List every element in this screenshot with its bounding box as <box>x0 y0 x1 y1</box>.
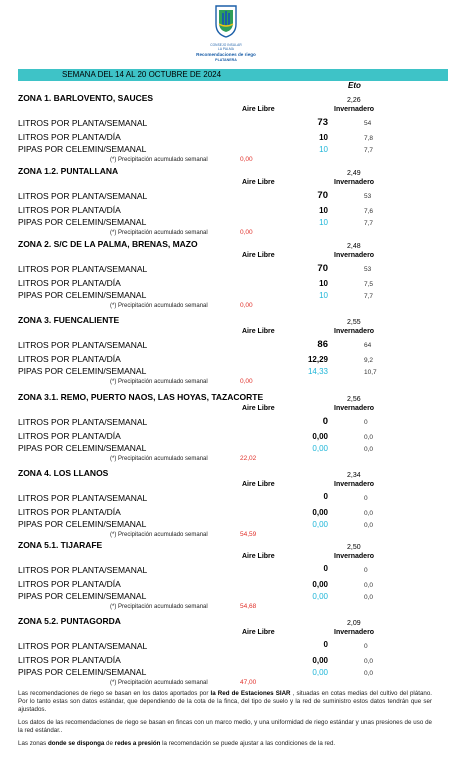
row-label-pipas: PIPAS POR CELEMIN/SEMANAL <box>18 443 147 453</box>
row-label-weekly-liters: LITROS POR PLANTA/SEMANAL <box>18 641 148 651</box>
zone-eto-value: 2,49 <box>347 170 361 177</box>
precip-label: (*) Precipitación acumulado semanal <box>110 680 208 686</box>
aire-weekly-liters: 0 <box>323 564 328 573</box>
row-label-daily-liters: LITROS POR PLANTA/DÍA <box>18 278 121 288</box>
aire-pipas: 10 <box>319 145 328 154</box>
zone-title: ZONA 3. FUENCALIENTE <box>18 315 120 325</box>
aire-daily-liters: 0,00 <box>312 580 328 589</box>
precip-label: (*) Precipitación acumulado semanal <box>110 157 208 163</box>
invernadero-header: Invernadero <box>334 179 375 186</box>
row-label-weekly-liters: LITROS POR PLANTA/SEMANAL <box>18 417 148 427</box>
cabildo-logo-icon <box>213 4 239 38</box>
inv-weekly-liters: 0 <box>364 419 368 426</box>
inv-pipas: 7,7 <box>364 220 374 227</box>
org-name: LA PALMA <box>218 47 234 51</box>
footer-note-2: Los datos de las recomendaciones de riego se basan en fincas con un marco medio, y una uniformidad de riego estándar y unas presiones de uso de la red estándar.. <box>18 719 432 734</box>
inv-pipas: 0,0 <box>364 522 374 529</box>
inv-weekly-liters: 0 <box>364 567 368 574</box>
org-sub: CONSEJO INSULAR <box>210 43 242 47</box>
row-label-pipas: PIPAS POR CELEMIN/SEMANAL <box>18 217 147 227</box>
row-label-pipas: PIPAS POR CELEMIN/SEMANAL <box>18 667 147 677</box>
precip-label: (*) Precipitación acumulado semanal <box>110 379 208 385</box>
footer-note-3: Las zonas donde se disponga de redes a presión la recomendación se puede ajustar a las condiciones de la red. <box>18 740 336 747</box>
zone-eto-value: 2,26 <box>347 97 361 104</box>
inv-daily-liters: 0,0 <box>364 582 374 589</box>
aire-pipas: 0,00 <box>312 444 328 453</box>
aire-daily-liters: 10 <box>319 206 328 215</box>
invernadero-header: Invernadero <box>334 629 375 636</box>
row-label-pipas: PIPAS POR CELEMIN/SEMANAL <box>18 519 147 529</box>
precip-value: 0,00 <box>240 229 253 236</box>
eto-column-header: Eto <box>348 81 361 90</box>
inv-daily-liters: 7,5 <box>364 281 374 288</box>
precip-value: 0,00 <box>240 378 253 385</box>
aire-weekly-liters: 0 <box>323 492 328 501</box>
invernadero-header: Invernadero <box>334 405 375 412</box>
inv-pipas: 7,7 <box>364 293 374 300</box>
aire-libre-header: Aire Libre <box>242 629 275 636</box>
row-label-weekly-liters: LITROS POR PLANTA/SEMANAL <box>18 493 148 503</box>
row-label-pipas: PIPAS POR CELEMIN/SEMANAL <box>18 290 147 300</box>
aire-libre-header: Aire Libre <box>242 252 275 259</box>
aire-weekly-liters: 70 <box>317 263 328 274</box>
zone-title: ZONA 3.1. REMO, PUERTO NAOS, LAS HOYAS, TAZACORTE <box>18 392 264 402</box>
row-label-daily-liters: LITROS POR PLANTA/DÍA <box>18 354 121 364</box>
row-label-daily-liters: LITROS POR PLANTA/DÍA <box>18 655 121 665</box>
aire-weekly-liters: 70 <box>317 190 328 201</box>
week-banner: SEMANA DEL 14 AL 20 OCTUBRE DE 2024 <box>18 69 448 81</box>
zone-eto-value: 2,09 <box>347 620 361 627</box>
inv-weekly-liters: 54 <box>364 120 372 127</box>
row-label-daily-liters: LITROS POR PLANTA/DÍA <box>18 205 121 215</box>
zone-eto-value: 2,34 <box>347 472 361 479</box>
invernadero-header: Invernadero <box>334 106 375 113</box>
zone-eto-value: 2,50 <box>347 544 361 551</box>
precip-value: 47,00 <box>240 679 257 686</box>
row-label-weekly-liters: LITROS POR PLANTA/SEMANAL <box>18 340 148 350</box>
row-label-weekly-liters: LITROS POR PLANTA/SEMANAL <box>18 118 148 128</box>
inv-weekly-liters: 53 <box>364 193 372 200</box>
doc-subtitle: PLATANERA <box>215 58 237 62</box>
precip-value: 0,00 <box>240 156 253 163</box>
precip-value: 54,59 <box>240 531 257 538</box>
aire-pipas: 0,00 <box>312 520 328 529</box>
inv-weekly-liters: 64 <box>364 342 372 349</box>
invernadero-header: Invernadero <box>334 553 375 560</box>
inv-pipas: 0,0 <box>364 670 374 677</box>
aire-weekly-liters: 0 <box>322 416 328 427</box>
aire-daily-liters: 12,29 <box>307 355 328 364</box>
precip-label: (*) Precipitación acumulado semanal <box>110 456 208 462</box>
row-label-daily-liters: LITROS POR PLANTA/DÍA <box>18 431 121 441</box>
aire-libre-header: Aire Libre <box>242 481 275 488</box>
row-label-pipas: PIPAS POR CELEMIN/SEMANAL <box>18 144 147 154</box>
row-label-daily-liters: LITROS POR PLANTA/DÍA <box>18 579 121 589</box>
aire-pipas: 10 <box>319 218 328 227</box>
precip-label: (*) Precipitación acumulado semanal <box>110 532 208 538</box>
doc-title: Recomendaciones de riego <box>196 52 256 57</box>
precip-value: 54,68 <box>240 603 257 610</box>
inv-daily-liters: 7,8 <box>364 135 374 142</box>
row-label-weekly-liters: LITROS POR PLANTA/SEMANAL <box>18 191 148 201</box>
zone-title: ZONA 2. S/C DE LA PALMA, BRENAS, MAZO <box>18 239 198 249</box>
inv-daily-liters: 7,6 <box>364 208 374 215</box>
zone-eto-value: 2,55 <box>347 319 361 326</box>
zone-title: ZONA 4. LOS LLANOS <box>18 468 109 478</box>
aire-libre-header: Aire Libre <box>242 328 275 335</box>
inv-weekly-liters: 0 <box>364 643 368 650</box>
aire-pipas: 0,00 <box>312 668 328 677</box>
footer-note-1: Las recomendaciones de riego se basan en los datos aportados por la Red de Estaciones SIAR , situadas en cotas medias del cultivo del plátano. Por lo tanto estas son datos estándar, que dependiendo de la cota de la finca, del tipo de suelo y la red de suministro estos datos tendrán que ser ajustados. <box>18 690 433 713</box>
aire-libre-header: Aire Libre <box>242 106 275 113</box>
precip-value: 0,00 <box>240 302 253 309</box>
inv-pipas: 0,0 <box>364 446 374 453</box>
aire-libre-header: Aire Libre <box>242 179 275 186</box>
aire-daily-liters: 10 <box>319 279 328 288</box>
inv-pipas: 10,7 <box>364 369 377 376</box>
zone-eto-value: 2,48 <box>347 243 361 250</box>
inv-pipas: 0,0 <box>364 594 374 601</box>
invernadero-header: Invernadero <box>334 481 375 488</box>
row-label-daily-liters: LITROS POR PLANTA/DÍA <box>18 507 121 517</box>
inv-daily-liters: 9,2 <box>364 357 374 364</box>
row-label-pipas: PIPAS POR CELEMIN/SEMANAL <box>18 366 147 376</box>
inv-daily-liters: 0,0 <box>364 658 374 665</box>
precip-label: (*) Precipitación acumulado semanal <box>110 604 208 610</box>
row-label-weekly-liters: LITROS POR PLANTA/SEMANAL <box>18 264 148 274</box>
inv-daily-liters: 0,0 <box>364 434 374 441</box>
aire-libre-header: Aire Libre <box>242 405 275 412</box>
invernadero-header: Invernadero <box>334 328 375 335</box>
zone-title: ZONA 1. BARLOVENTO, SAUCES <box>18 93 154 103</box>
inv-daily-liters: 0,0 <box>364 510 374 517</box>
precip-label: (*) Precipitación acumulado semanal <box>110 230 208 236</box>
aire-pipas: 10 <box>319 291 328 300</box>
inv-weekly-liters: 53 <box>364 266 372 273</box>
aire-weekly-liters: 86 <box>317 339 328 350</box>
aire-daily-liters: 0,00 <box>312 432 328 441</box>
aire-libre-header: Aire Libre <box>242 553 275 560</box>
aire-pipas: 0,00 <box>312 592 328 601</box>
aire-weekly-liters: 0 <box>323 640 328 649</box>
zone-title: ZONA 5.2. PUNTAGORDA <box>18 616 121 626</box>
aire-daily-liters: 0,00 <box>312 508 328 517</box>
aire-pipas: 14,33 <box>307 367 328 376</box>
row-label-weekly-liters: LITROS POR PLANTA/SEMANAL <box>18 565 148 575</box>
zone-eto-value: 2,56 <box>347 396 361 403</box>
inv-weekly-liters: 0 <box>364 495 368 502</box>
row-label-daily-liters: LITROS POR PLANTA/DÍA <box>18 132 121 142</box>
aire-daily-liters: 10 <box>319 133 328 142</box>
footer-notes <box>18 690 432 753</box>
zone-title: ZONA 1.2. PUNTALLANA <box>18 166 119 176</box>
aire-daily-liters: 0,00 <box>312 656 328 665</box>
precip-value: 22,02 <box>240 455 257 462</box>
invernadero-header: Invernadero <box>334 252 375 259</box>
precip-label: (*) Precipitación acumulado semanal <box>110 303 208 309</box>
inv-pipas: 7,7 <box>364 147 374 154</box>
row-label-pipas: PIPAS POR CELEMIN/SEMANAL <box>18 591 147 601</box>
zone-title: ZONA 5.1. TIJARAFE <box>18 540 103 550</box>
aire-weekly-liters: 73 <box>317 117 328 128</box>
header <box>0 4 452 62</box>
